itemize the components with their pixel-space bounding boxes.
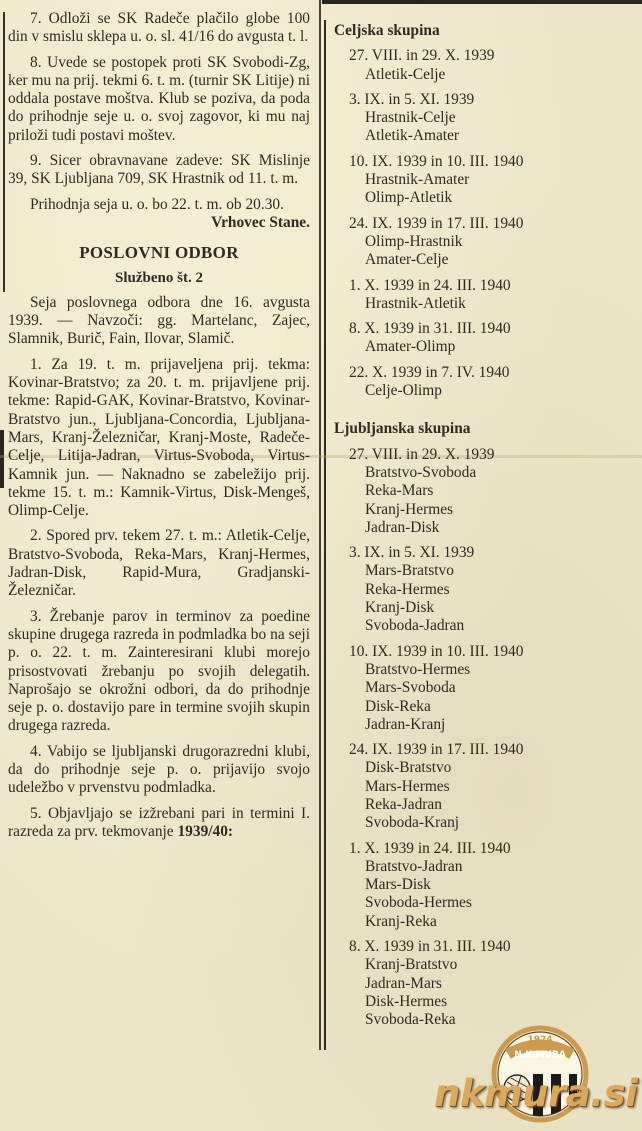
site-watermark[interactable]: nkmura.si xyxy=(434,1072,638,1115)
left-column xyxy=(8,10,310,848)
fixture-round xyxy=(349,364,634,401)
match-pairing: Svoboda-Reka xyxy=(365,1011,456,1029)
closing-paragraph xyxy=(8,196,310,233)
crest-name: N.K.MURA xyxy=(514,1050,566,1060)
round-date: 1. X. 1939 in 24. III. 1940 xyxy=(349,276,511,294)
round-date: 24. IX. 1939 in 17. III. 1940 xyxy=(349,741,524,759)
left-margin-rule xyxy=(3,12,5,292)
match-pairing: Disk-Bratstvo xyxy=(365,759,452,777)
meeting-intro: Seja poslovnega odbora dne 16. avgusta 1939. — Navzoči: gg. Martelanc, Zajec, Slamnik, Burič, Fain, Ilovar, Slamič. xyxy=(8,293,310,348)
match-pairing: Kranj-Hermes xyxy=(365,500,454,518)
item-2: 2. Spored prv. tekem 27. t. m.: Atletik-Celje, Bratstvo-Svoboda, Reka-Mars, Kranj-Hermes, Jadran-Disk, Rapid-Mura, Gradjanski-Železničar. xyxy=(8,527,310,600)
fixture-round xyxy=(349,643,634,734)
match-pairing: Svoboda-Kranj xyxy=(365,814,460,832)
match-pairing: Bratstvo-Hermes xyxy=(365,660,471,678)
round-date: 1. X. 1939 in 24. III. 1940 xyxy=(349,839,511,857)
closing-text: Prihodnja seja u. o. bo 22. t. m. ob 20.30. xyxy=(30,195,284,213)
column-divider-inner xyxy=(324,20,326,1050)
fixture-round xyxy=(349,544,634,635)
match-pairing: Svoboda-Jadran xyxy=(365,617,465,635)
match-pairing: Disk-Hermes xyxy=(365,992,448,1010)
match-pairing: Olimp-Hrastnik xyxy=(365,232,463,250)
match-pairing: Jadran-Disk xyxy=(365,518,440,536)
round-date: 27. VIII. in 29. X. 1939 xyxy=(349,47,495,65)
left-margin-rule-lower xyxy=(0,430,4,488)
fixture-group xyxy=(334,420,634,1029)
fixture-round xyxy=(349,215,634,270)
column-top-rule xyxy=(322,0,642,4)
signature: Vrhovec Stane. xyxy=(211,213,310,231)
match-pairing: Kranj-Bratstvo xyxy=(365,956,458,974)
group-title: Celjska skupina xyxy=(334,22,440,39)
group-title: Ljubljanska skupina xyxy=(334,420,471,438)
round-date: 8. X. 1939 in 31. III. 1940 xyxy=(349,320,511,338)
fixture-round xyxy=(349,320,634,357)
match-pairing: Mars-Disk xyxy=(365,876,431,894)
match-pairing: Jadran-Mars xyxy=(365,974,442,992)
paragraph-8: 8. Uvede se postopek proti SK Svobodi-Zg, ker mu na prij. tekmi 6. t. m. (turnir SK Litije) ni oddala postave moštva. Klub se poziva, da poda do prihodnje seje u. o. svoj zagovor, ki mu naj priloži tudi postavi moštev. xyxy=(8,53,310,144)
match-pairing: Hrastnik-Celje xyxy=(365,109,456,127)
round-date: 10. IX. 1939 in 10. III. 1940 xyxy=(349,152,524,170)
match-pairing: Mars-Hermes xyxy=(365,777,450,795)
fixture-round xyxy=(349,47,634,84)
match-pairing: Bratstvo-Svoboda xyxy=(365,463,477,481)
match-pairing: Bratstvo-Jadran xyxy=(365,857,463,875)
right-column xyxy=(334,22,634,1037)
match-pairing: Reka-Mars xyxy=(365,482,434,500)
round-date: 8. X. 1939 in 31. III. 1940 xyxy=(349,938,511,956)
match-pairing: Amater-Olimp xyxy=(365,338,456,356)
item-3: 3. Žrebanje parov in terminov za poedine skupine drugega razreda in podmladka bo na seji p. o. 22. t. m. Zainteresirani klubi morejo prisostvovati žrebanju po svojih delegatih. Naprošajo se okrožni odbori, da do prihodnje seje p. o. dostavijo pare in termine svojih skupin drugega razreda. xyxy=(8,607,310,735)
match-pairing: Reka-Hermes xyxy=(365,580,450,598)
item-5-season: 1939/40: xyxy=(177,822,234,840)
paragraph-9: 9. Sicer obravnavane zadeve: SK Mislinje 39, SK Ljubljana 709, SK Hrastnik od 11. t. m. xyxy=(8,152,310,188)
fixture-round xyxy=(349,153,634,208)
item-5-text: 5. Objavljajo se izžrebani pari in termini I. razreda za prv. tekmovanje xyxy=(8,804,310,840)
round-date: 27. VIII. in 29. X. 1939 xyxy=(349,445,495,463)
round-date: 3. IX. in 5. XI. 1939 xyxy=(349,90,475,108)
crest-year: 1924 xyxy=(527,1035,553,1045)
column-divider xyxy=(319,0,321,1050)
match-pairing: Mars-Svoboda xyxy=(365,679,456,697)
section-subtitle: Službeno št. 2 xyxy=(115,269,203,286)
item-5 xyxy=(8,805,310,842)
match-pairing: Kranj-Disk xyxy=(365,599,435,617)
match-pairing: Celje-Olimp xyxy=(365,382,442,400)
round-date: 3. IX. in 5. XI. 1939 xyxy=(349,544,475,562)
paragraph-7: 7. Odloži se SK Radeče plačilo globe 100 din v smislu sklepa u. o. sl. 41/16 do avgusta t. l. xyxy=(8,10,310,46)
match-pairing: Svoboda-Hermes xyxy=(365,894,472,912)
match-pairing: Kranj-Reka xyxy=(365,912,437,930)
match-pairing: Reka-Jadran xyxy=(365,795,442,813)
section-title: POSLOVNI ODBOR xyxy=(79,243,239,263)
fixture-round xyxy=(349,277,634,314)
match-pairing: Disk-Reka xyxy=(365,697,431,715)
round-date: 24. IX. 1939 in 17. III. 1940 xyxy=(349,214,524,232)
match-pairing: Atletik-Celje xyxy=(365,65,446,83)
item-4: 4. Vabijo se ljubljanski drugorazredni klubi, da do prihodnje seje p. o. prijavijo svojo udeležbo v prvenstvu podmladka. xyxy=(8,742,310,797)
fixture-group xyxy=(334,22,634,400)
fixture-round xyxy=(349,840,634,931)
fixture-round xyxy=(349,741,634,832)
match-pairing: Atletik-Amater xyxy=(365,127,460,145)
item-1: 1. Za 19. t. m. prijaveljena prij. tekma: Kovinar-Bratstvo; za 20. t. m. prijavljene prij. tekme: Rapid-GAK, Kovinar-Bratstvo, Kovinar-Bratstvo jun., Ljubljana-Concordia, Ljubljana-Mars, Kranj-Železničar, Kranj-Moste, Radeče-Celje, Litija-Jadran, Virtus-Svoboda, Virtus-Kamnik jun. — Naknadno se zabeležijo prij. tekme 15. t. m.: Kamnik-Virtus, Disk-Mengeš, Olimp-Celje. xyxy=(8,355,310,520)
match-pairing: Amater-Celje xyxy=(365,251,449,269)
match-pairing: Mars-Bratstvo xyxy=(365,562,454,580)
match-pairing: Hrastnik-Amater xyxy=(365,171,470,189)
round-date: 10. IX. 1939 in 10. III. 1940 xyxy=(349,642,524,660)
match-pairing: Jadran-Kranj xyxy=(365,715,446,733)
round-date: 22. X. 1939 in 7. IV. 1940 xyxy=(349,363,510,381)
fixture-round xyxy=(349,91,634,146)
fixture-round xyxy=(349,446,634,537)
match-pairing: Hrastnik-Atletik xyxy=(365,294,466,312)
match-pairing: Olimp-Atletik xyxy=(365,189,453,207)
